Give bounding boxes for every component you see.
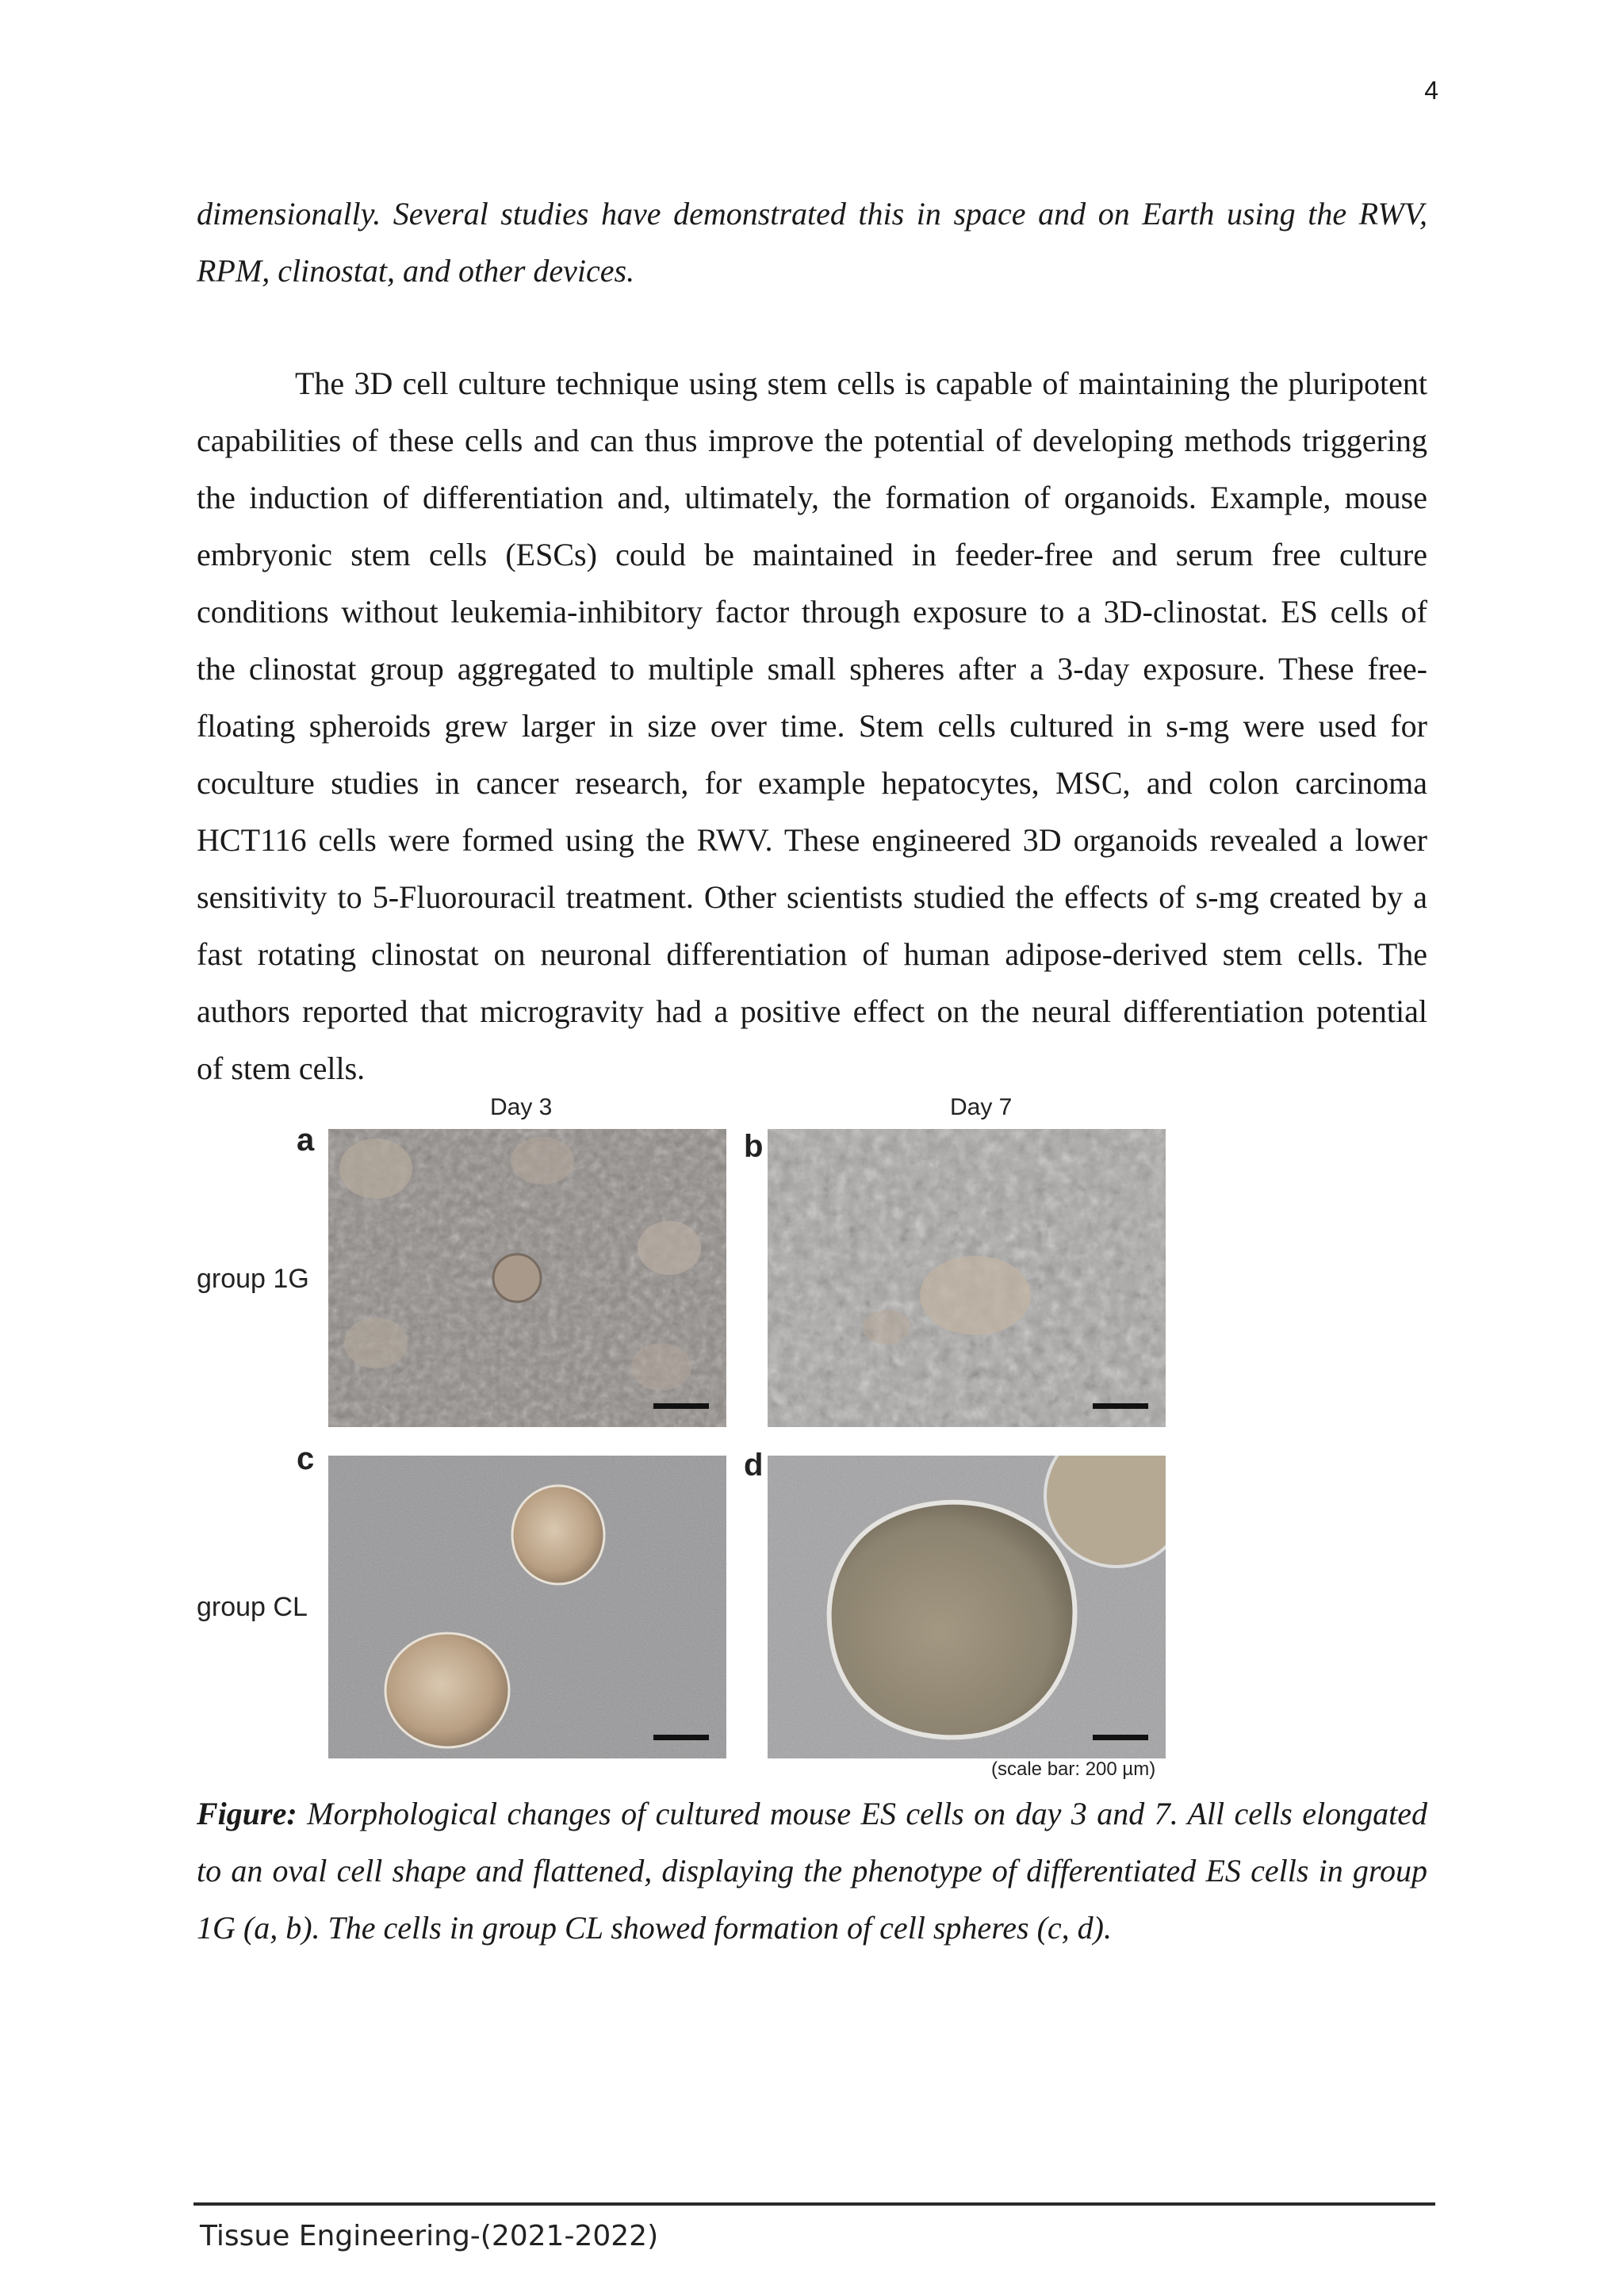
panel-letter-d: d xyxy=(744,1448,764,1483)
panel-letter-c: c xyxy=(297,1441,315,1476)
row-label-group-1g: group 1G xyxy=(197,1264,309,1294)
text-line: authors reported that microgravity had a positive effect on the neural differentiation potential xyxy=(197,993,1427,1029)
footer-text: Tissue Engineering-(2021-2022) xyxy=(200,2220,659,2252)
text-line: the clinostat group aggregated to multiple small spheres after a 3-day exposure. These free- xyxy=(197,651,1427,687)
figure-caption xyxy=(197,1785,1427,1957)
caption-line: to an oval cell shape and flattened, displaying the phenotype of differentiated ES cells in group xyxy=(197,1853,1427,1888)
text-line: RPM, clinostat, and other devices. xyxy=(197,253,635,289)
micrograph-panel-c xyxy=(328,1456,726,1758)
page-number: 4 xyxy=(1424,76,1438,105)
caption-line: 1G (a, b). The cells in group CL showed formation of cell spheres (c, d). xyxy=(197,1910,1112,1946)
text-line: The 3D cell culture technique using stem cells is capable of maintaining the pluripotent xyxy=(295,365,1427,401)
caption-text: Morphological changes of cultured mouse ES cells on day 3 and 7. All cells elongated xyxy=(297,1796,1427,1831)
text-line: HCT116 cells were formed using the RWV. These engineered 3D organoids revealed a lower xyxy=(197,822,1427,858)
panel-letter-b: b xyxy=(744,1129,764,1164)
footer-divider xyxy=(193,2202,1435,2206)
text-line: the induction of differentiation and, ultimately, the formation of organoids. Example, mouse xyxy=(197,480,1427,515)
caption-line xyxy=(197,1785,1427,1843)
text-line: dimensionally. Several studies have demonstrated this in space and on Earth using the RWV, xyxy=(197,196,1427,232)
column-label-day3: Day 3 xyxy=(490,1094,553,1120)
scale-bar-note: (scale bar: 200 µm) xyxy=(991,1758,1156,1780)
intro-paragraph xyxy=(197,186,1427,300)
text-line: floating spheroids grew larger in size over time. Stem cells cultured in s-mg were used for xyxy=(197,708,1427,744)
text-line: conditions without leukemia-inhibitory factor through exposure to a 3D-clinostat. ES cells of xyxy=(197,594,1427,629)
text-line: coculture studies in cancer research, for example hepatocytes, MSC, and colon carcinoma xyxy=(197,765,1427,801)
text-line: sensitivity to 5-Fluorouracil treatment. Other scientists studied the effects of s-mg created by a xyxy=(197,879,1427,915)
caption-lead: Figure: xyxy=(197,1796,297,1831)
column-label-day7: Day 7 xyxy=(950,1094,1013,1120)
micrograph-figure xyxy=(190,1088,1174,1785)
text-line: embryonic stem cells (ESCs) could be maintained in feeder-free and serum free culture xyxy=(197,537,1427,572)
micrograph-panel-a xyxy=(328,1129,726,1427)
text-line: fast rotating clinostat on neuronal differentiation of human adipose-derived stem cells. The xyxy=(197,936,1427,972)
text-line: capabilities of these cells and can thus improve the potential of developing methods triggering xyxy=(197,423,1427,458)
body-paragraph xyxy=(197,355,1427,1097)
text-line: of stem cells. xyxy=(197,1050,366,1086)
micrograph-panel-d xyxy=(768,1456,1166,1758)
panel-letter-a: a xyxy=(297,1123,315,1158)
row-label-group-cl: group CL xyxy=(197,1592,308,1622)
micrograph-panel-b xyxy=(768,1129,1166,1427)
